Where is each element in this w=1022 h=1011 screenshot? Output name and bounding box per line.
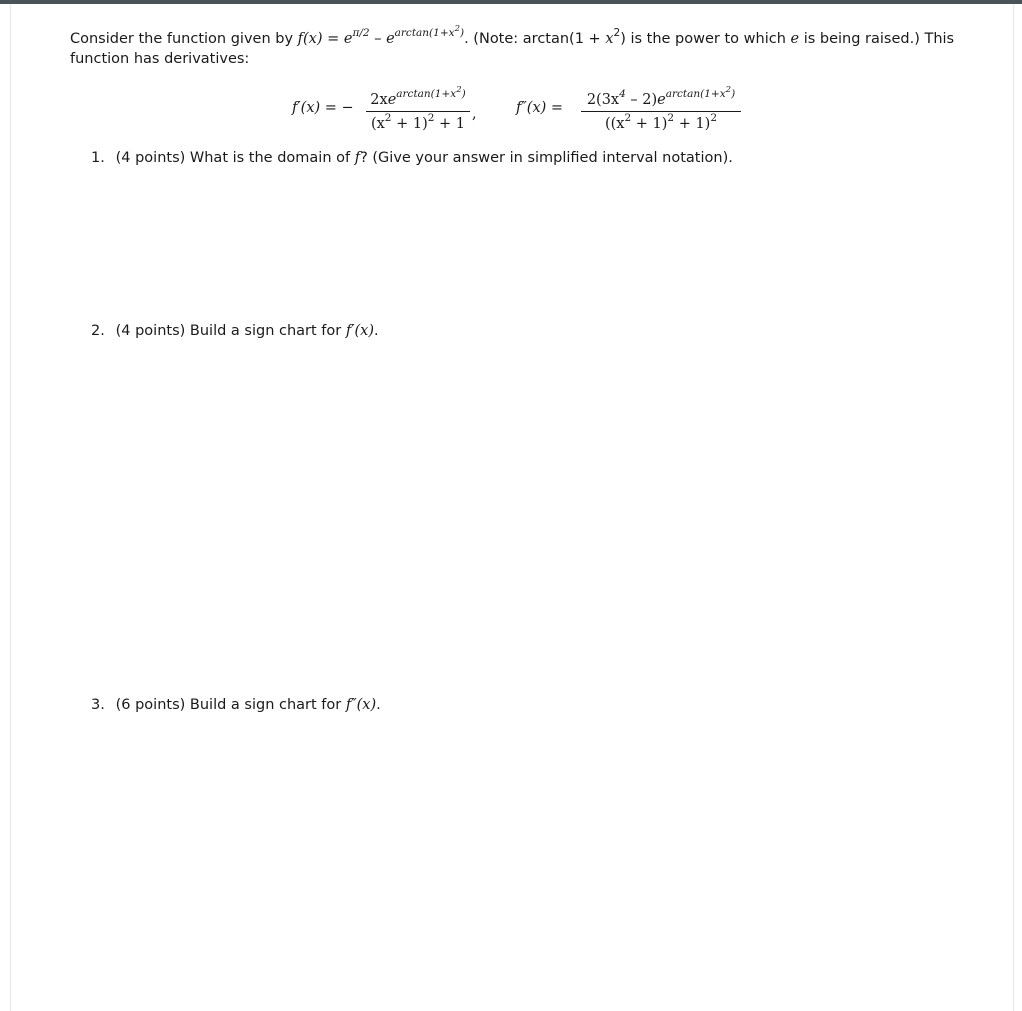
minus-sign: – <box>374 31 382 47</box>
question-1-var: f <box>354 150 361 166</box>
exp-power-1: π/2 <box>352 27 370 39</box>
question-1-text-a: (4 points) What is the domain of <box>115 150 351 166</box>
fdoubleprime-den-b: + 1) <box>635 116 668 132</box>
fprime-num-exp-close: ) <box>461 88 466 100</box>
function-definition <box>297 24 465 47</box>
fdoubleprime-label: f″(x) = <box>516 100 564 116</box>
note-end: is being raised.) This <box>803 31 955 47</box>
fprime-fraction <box>366 85 470 134</box>
note-e: e <box>790 31 800 47</box>
note-open: . (Note: arctan(1 + <box>464 31 601 47</box>
fprime-numerator <box>366 85 470 110</box>
fprime-fraction-bar <box>366 111 470 112</box>
fdoubleprime-num-exp <box>665 85 736 100</box>
fprime-comma: , <box>472 106 477 122</box>
fprime-denominator <box>366 114 470 134</box>
question-3 <box>91 695 381 715</box>
question-2-var: f′(x) <box>345 323 374 339</box>
fdoubleprime-den-sq: 2 <box>624 112 632 124</box>
derivatives-display <box>11 85 1011 140</box>
question-3-number: 3. <box>91 697 105 713</box>
intro-line-2-text: function has derivatives: <box>70 51 250 67</box>
question-2-text-a: (4 points) Build a sign chart for <box>115 323 342 339</box>
fdoubleprime-num-e: e <box>657 92 666 108</box>
fprime-num-coef: 2x <box>370 92 388 108</box>
fdoubleprime-den-sq3: 2 <box>710 112 718 124</box>
question-2-number: 2. <box>91 323 105 339</box>
intro-line-1 <box>70 24 970 49</box>
fprime-num-exp-text: arctan(1+x <box>396 88 457 100</box>
fprime-num-exp <box>396 85 466 100</box>
note-x: x <box>605 31 614 47</box>
exp-power-2-close: ) <box>459 27 465 39</box>
fprime-den-b: + 1) <box>396 116 428 132</box>
fprime-label: f′(x) = − <box>292 100 354 116</box>
fdoubleprime-den-c: + 1) <box>678 116 711 132</box>
fdoubleprime-num-exp-text: arctan(1+x <box>665 88 726 100</box>
exp-power-2-square: 2 <box>454 24 460 34</box>
function-lhs: f(x) = <box>297 31 340 47</box>
note-square: 2 <box>613 27 621 39</box>
intro-line-2 <box>70 49 970 69</box>
fdoubleprime-numerator <box>581 85 741 110</box>
question-1-number: 1. <box>91 150 105 166</box>
fdoubleprime-fraction <box>581 85 741 134</box>
intro-consider-text: Consider the function given by <box>70 31 294 47</box>
question-1 <box>91 148 733 168</box>
question-3-text-a: (6 points) Build a sign chart for <box>115 697 342 713</box>
question-3-var: f″(x) <box>345 697 377 713</box>
fprime-den-a: (x <box>370 116 385 132</box>
fdoubleprime-num-a: 2(3x <box>586 92 620 108</box>
question-2-text-b: . <box>374 323 379 339</box>
fdoubleprime-num-b: – 2) <box>630 92 658 108</box>
fdoubleprime-den-a: ((x <box>604 116 625 132</box>
exp-base-1: e <box>343 31 353 47</box>
question-2 <box>91 321 379 341</box>
note-rest: ) is the power to which <box>620 31 786 47</box>
fprime-den-sq: 2 <box>384 112 392 124</box>
question-3-text-b: . <box>376 697 381 713</box>
fprime-num-e: e <box>387 92 397 108</box>
fdoubleprime-num-pow: 4 <box>619 88 626 100</box>
fprime-den-c: + 1 <box>439 116 466 132</box>
exp-base-2: e <box>386 31 395 47</box>
question-1-text-b: ? (Give your answer in simplified interval notation). <box>360 150 733 166</box>
fdoubleprime-denominator <box>581 114 741 134</box>
exp-power-2 <box>394 24 465 39</box>
fprime-num-exp-sq: 2 <box>456 85 462 95</box>
fdoubleprime-num-exp-sq: 2 <box>725 85 732 95</box>
intro-paragraph <box>70 24 970 69</box>
fdoubleprime-num-exp-close: ) <box>731 88 736 100</box>
exp-power-2-text: arctan(1+x <box>394 27 455 39</box>
document-page <box>10 4 1014 1011</box>
fprime-den-sq2: 2 <box>427 112 435 124</box>
fdoubleprime-den-sq2: 2 <box>667 112 675 124</box>
